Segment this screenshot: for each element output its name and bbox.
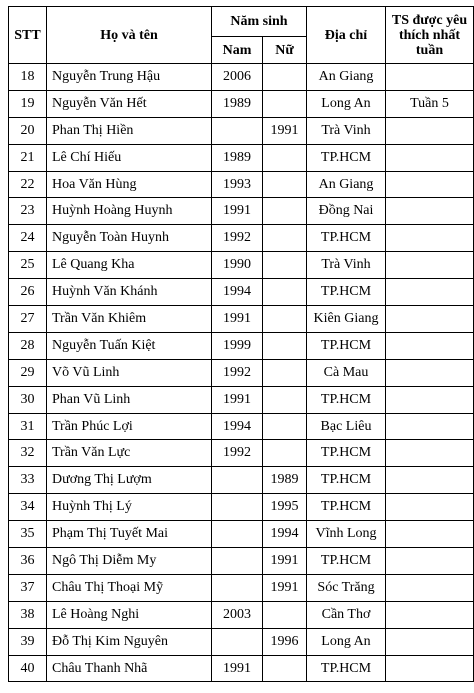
header-stt: STT	[9, 7, 47, 64]
cell-birth-male	[212, 548, 263, 575]
table-row	[9, 601, 474, 628]
cell-stt: 26	[9, 279, 47, 306]
cell-stt: 28	[9, 332, 47, 359]
cell-name: Hoa Văn Hùng	[47, 171, 212, 198]
cell-stt: 37	[9, 574, 47, 601]
cell-stt: 30	[9, 386, 47, 413]
cell-address: Đồng Nai	[307, 198, 386, 225]
header-address: Địa chỉ	[307, 7, 386, 64]
cell-favorite	[386, 655, 474, 682]
cell-address: Bạc Liêu	[307, 413, 386, 440]
cell-favorite	[386, 548, 474, 575]
cell-favorite	[386, 440, 474, 467]
cell-favorite	[386, 521, 474, 548]
cell-birth-female	[263, 655, 307, 682]
cell-birth-female	[263, 332, 307, 359]
table-row	[9, 494, 474, 521]
cell-address: TP.HCM	[307, 467, 386, 494]
cell-name: Nguyễn Toàn Huynh	[47, 225, 212, 252]
cell-stt: 40	[9, 655, 47, 682]
cell-address: Kiên Giang	[307, 306, 386, 333]
cell-stt: 38	[9, 601, 47, 628]
cell-birth-female: 1996	[263, 628, 307, 655]
table-row	[9, 359, 474, 386]
cell-birth-female	[263, 171, 307, 198]
cell-birth-female	[263, 359, 307, 386]
cell-birth-male: 1999	[212, 332, 263, 359]
cell-favorite	[386, 279, 474, 306]
cell-name: Huỳnh Văn Khánh	[47, 279, 212, 306]
cell-name: Đỗ Thị Kim Nguyên	[47, 628, 212, 655]
cell-favorite	[386, 198, 474, 225]
cell-favorite	[386, 413, 474, 440]
table-row	[9, 521, 474, 548]
cell-birth-male	[212, 574, 263, 601]
cell-birth-female	[263, 144, 307, 171]
table-row	[9, 386, 474, 413]
table-row	[9, 117, 474, 144]
cell-birth-female	[263, 306, 307, 333]
table-row	[9, 574, 474, 601]
cell-birth-female	[263, 279, 307, 306]
cell-name: Châu Thanh Nhã	[47, 655, 212, 682]
cell-name: Phan Vũ Linh	[47, 386, 212, 413]
cell-favorite	[386, 144, 474, 171]
cell-birth-male	[212, 467, 263, 494]
cell-birth-female: 1991	[263, 548, 307, 575]
table-row	[9, 171, 474, 198]
cell-stt: 20	[9, 117, 47, 144]
cell-stt: 31	[9, 413, 47, 440]
cell-address: Cà Mau	[307, 359, 386, 386]
cell-favorite	[386, 386, 474, 413]
cell-address: TP.HCM	[307, 225, 386, 252]
cell-name: Nguyễn Tuấn Kiệt	[47, 332, 212, 359]
cell-birth-male: 1991	[212, 386, 263, 413]
cell-favorite	[386, 467, 474, 494]
cell-stt: 23	[9, 198, 47, 225]
cell-address: TP.HCM	[307, 332, 386, 359]
cell-birth-male: 1991	[212, 198, 263, 225]
cell-name: Ngô Thị Diễm My	[47, 548, 212, 575]
cell-birth-female	[263, 225, 307, 252]
table-row	[9, 64, 474, 91]
header-name: Họ và tên	[47, 7, 212, 64]
cell-birth-male: 1992	[212, 225, 263, 252]
cell-birth-male	[212, 494, 263, 521]
cell-stt: 21	[9, 144, 47, 171]
cell-birth-male: 1994	[212, 413, 263, 440]
cell-address: Sóc Trăng	[307, 574, 386, 601]
cell-birth-female: 1991	[263, 117, 307, 144]
cell-birth-female	[263, 386, 307, 413]
table-row	[9, 655, 474, 682]
header-row-top	[9, 7, 474, 37]
cell-birth-female	[263, 601, 307, 628]
cell-birth-male	[212, 521, 263, 548]
cell-address: TP.HCM	[307, 548, 386, 575]
table-row	[9, 467, 474, 494]
table-body	[9, 64, 474, 682]
cell-address: Trà Vinh	[307, 117, 386, 144]
cell-birth-female	[263, 252, 307, 279]
cell-stt: 34	[9, 494, 47, 521]
cell-birth-male: 1989	[212, 144, 263, 171]
contestant-table	[8, 6, 474, 682]
table-row	[9, 548, 474, 575]
cell-stt: 24	[9, 225, 47, 252]
table-row	[9, 90, 474, 117]
cell-name: Trần Văn Lực	[47, 440, 212, 467]
cell-favorite	[386, 601, 474, 628]
table-row	[9, 252, 474, 279]
cell-name: Huỳnh Thị Lý	[47, 494, 212, 521]
cell-name: Trần Phúc Lợi	[47, 413, 212, 440]
table-row	[9, 413, 474, 440]
cell-address: Trà Vinh	[307, 252, 386, 279]
cell-favorite	[386, 359, 474, 386]
table-row	[9, 144, 474, 171]
cell-name: Lê Quang Kha	[47, 252, 212, 279]
cell-favorite	[386, 574, 474, 601]
cell-birth-male: 1992	[212, 440, 263, 467]
cell-stt: 33	[9, 467, 47, 494]
cell-favorite	[386, 306, 474, 333]
header-male: Nam	[212, 37, 263, 64]
cell-address: TP.HCM	[307, 494, 386, 521]
cell-birth-male: 1989	[212, 90, 263, 117]
cell-favorite	[386, 252, 474, 279]
table-row	[9, 628, 474, 655]
cell-stt: 36	[9, 548, 47, 575]
cell-birth-male: 1992	[212, 359, 263, 386]
cell-birth-female	[263, 90, 307, 117]
cell-stt: 18	[9, 64, 47, 91]
cell-stt: 29	[9, 359, 47, 386]
cell-address: Cần Thơ	[307, 601, 386, 628]
header-favorite: TS được yêu thích nhất tuần	[386, 7, 474, 64]
cell-address: Long An	[307, 90, 386, 117]
cell-birth-female: 1995	[263, 494, 307, 521]
header-female: Nữ	[263, 37, 307, 64]
cell-birth-female: 1994	[263, 521, 307, 548]
cell-favorite	[386, 64, 474, 91]
cell-name: Phạm Thị Tuyết Mai	[47, 521, 212, 548]
cell-address: An Giang	[307, 171, 386, 198]
cell-name: Phan Thị Hiền	[47, 117, 212, 144]
cell-favorite	[386, 494, 474, 521]
cell-name: Võ Vũ Linh	[47, 359, 212, 386]
cell-birth-male: 2006	[212, 64, 263, 91]
cell-favorite	[386, 117, 474, 144]
cell-favorite	[386, 171, 474, 198]
cell-favorite: Tuần 5	[386, 90, 474, 117]
cell-birth-male: 1991	[212, 306, 263, 333]
cell-birth-male: 1993	[212, 171, 263, 198]
cell-birth-female	[263, 64, 307, 91]
cell-address: TP.HCM	[307, 144, 386, 171]
table-row	[9, 225, 474, 252]
cell-name: Huỳnh Hoàng Huynh	[47, 198, 212, 225]
cell-stt: 39	[9, 628, 47, 655]
cell-stt: 35	[9, 521, 47, 548]
cell-stt: 19	[9, 90, 47, 117]
cell-address: TP.HCM	[307, 279, 386, 306]
cell-birth-male	[212, 117, 263, 144]
cell-stt: 27	[9, 306, 47, 333]
cell-favorite	[386, 628, 474, 655]
cell-birth-female: 1989	[263, 467, 307, 494]
cell-address: TP.HCM	[307, 440, 386, 467]
cell-address: TP.HCM	[307, 655, 386, 682]
cell-birth-male: 1991	[212, 655, 263, 682]
cell-birth-female	[263, 413, 307, 440]
table-row	[9, 440, 474, 467]
table-row	[9, 306, 474, 333]
table-row	[9, 332, 474, 359]
cell-birth-male	[212, 628, 263, 655]
cell-name: Lê Hoàng Nghi	[47, 601, 212, 628]
cell-stt: 22	[9, 171, 47, 198]
cell-address: Long An	[307, 628, 386, 655]
table-row	[9, 198, 474, 225]
cell-favorite	[386, 332, 474, 359]
cell-name: Trần Văn Khiêm	[47, 306, 212, 333]
cell-stt: 32	[9, 440, 47, 467]
cell-birth-male: 2003	[212, 601, 263, 628]
cell-name: Châu Thị Thoại Mỹ	[47, 574, 212, 601]
cell-address: Vĩnh Long	[307, 521, 386, 548]
cell-address: An Giang	[307, 64, 386, 91]
cell-address: TP.HCM	[307, 386, 386, 413]
cell-name: Dương Thị Lượm	[47, 467, 212, 494]
cell-birth-male: 1994	[212, 279, 263, 306]
header-birth-year: Năm sinh	[212, 7, 307, 37]
table-row	[9, 279, 474, 306]
cell-stt: 25	[9, 252, 47, 279]
cell-name: Nguyễn Văn Hết	[47, 90, 212, 117]
cell-birth-female	[263, 440, 307, 467]
cell-name: Nguyễn Trung Hậu	[47, 64, 212, 91]
cell-birth-male: 1990	[212, 252, 263, 279]
cell-birth-female	[263, 198, 307, 225]
cell-name: Lê Chí Hiếu	[47, 144, 212, 171]
cell-birth-female: 1991	[263, 574, 307, 601]
cell-favorite	[386, 225, 474, 252]
